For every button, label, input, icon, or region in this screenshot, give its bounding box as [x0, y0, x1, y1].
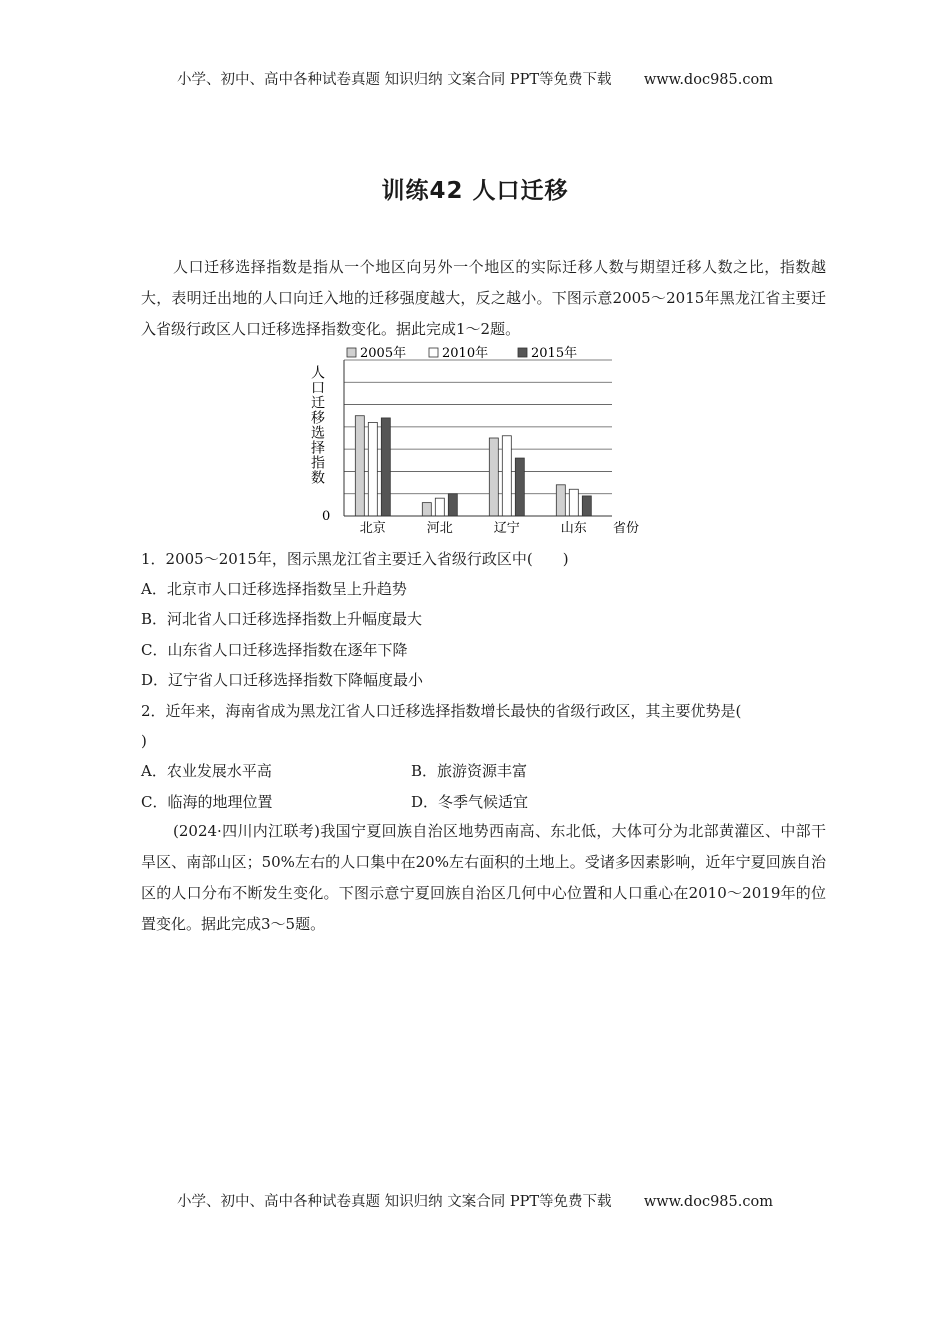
q1-option-a: A．北京市人口迁移选择指数呈上升趋势: [141, 580, 407, 598]
chart-bars: [355, 416, 591, 516]
header-site-link[interactable]: www.doc985.com: [643, 72, 773, 88]
q1-option-c: C．山东省人口迁移选择指数在逐年下降: [141, 641, 408, 659]
footer-site-link[interactable]: www.doc985.com: [643, 1194, 773, 1210]
intro-paragraph: 人口迁移选择指数是指从一个地区向另外一个地区的实际迁移人数与期望迁移人数之比，指数越大，表明迁出地的人口向迁入地的迁移强度越大，反之越小。下图示意2005～2015年黑龙江省主要迁入省级行政区人口迁移选择指数变化。据此完成1～2题。: [141, 258, 826, 338]
x-tick-label: 河北: [426, 521, 453, 536]
x-tick-label: 山东: [560, 521, 587, 536]
page-title: 训练42 人口迁移: [381, 178, 569, 204]
bar-河北-2015年: [448, 494, 457, 516]
bar-北京-2015年: [381, 418, 390, 516]
bar-北京-2010年: [368, 422, 377, 516]
bar-辽宁-2010年: [502, 436, 511, 516]
bar-北京-2005年: [355, 416, 364, 516]
legend-label-2015: 2015年: [531, 346, 578, 361]
legend-swatch-2015: [518, 348, 527, 357]
bar-山东-2005年: [556, 485, 565, 516]
migration-index-chart: [300, 340, 650, 540]
q2-option-c: C．临海的地理位置: [141, 793, 273, 811]
chart-legend: [347, 345, 577, 361]
bar-河北-2010年: [435, 498, 444, 516]
legend-swatch-2010: [429, 348, 438, 357]
x-tick-labels: [360, 520, 587, 536]
intro-paragraph-2: (2024·四川内江联考)我国宁夏回族自治区地势西南高、东北低，大体可分为北部黄灌区、中部干旱区、南部山区；50%左右的人口集中在20%左右面积的土地上。受诸多因素影响，近年宁夏回族自治区的人口分布不断发生变化。下图示意宁夏回族自治区几何中心位置和人口重心在2010～2019年的位置变化。据此完成3～5题。: [141, 822, 826, 933]
bar-河北-2005年: [422, 503, 431, 516]
q2-stem: 2．近年来，海南省成为黑龙江省人口迁移选择指数增长最快的省级行政区，其主要优势是(: [141, 702, 742, 720]
bar-辽宁-2015年: [515, 458, 524, 516]
footer-text: 小学、初中、高中各种试卷真题 知识归纳 文案合同 PPT等免费下载: [177, 1194, 612, 1210]
x-axis-label: 省份: [613, 521, 640, 536]
legend-swatch-2005: [347, 348, 356, 357]
y-axis-label: 人口迁移选择指数: [309, 365, 325, 485]
x-tick-label: 北京: [359, 521, 386, 536]
q2-option-d: D．冬季气候适宜: [411, 793, 529, 811]
bar-山东-2015年: [582, 496, 591, 516]
bar-辽宁-2005年: [489, 438, 498, 516]
q2-option-b: B．旅游资源丰富: [411, 762, 528, 780]
page-header: [0, 68, 950, 89]
bar-山东-2010年: [569, 489, 578, 516]
legend-label-2010: 2010年: [442, 346, 489, 361]
q1-option-b: B．河北省人口迁移选择指数上升幅度最大: [141, 610, 423, 628]
y-zero-label: 0: [322, 509, 331, 524]
q2-option-a: A．农业发展水平高: [141, 762, 272, 780]
q1-option-d: D．辽宁省人口迁移选择指数下降幅度最小: [141, 671, 424, 689]
legend-label-2005: 2005年: [360, 346, 407, 361]
page-footer: [0, 1190, 950, 1211]
q1-stem: 1．2005～2015年，图示黑龙江省主要迁入省级行政区中( ): [141, 550, 569, 568]
q2-stem-end: ): [141, 732, 147, 750]
x-tick-label: 辽宁: [493, 521, 520, 536]
header-text: 小学、初中、高中各种试卷真题 知识归纳 文案合同 PPT等免费下载: [177, 72, 612, 88]
